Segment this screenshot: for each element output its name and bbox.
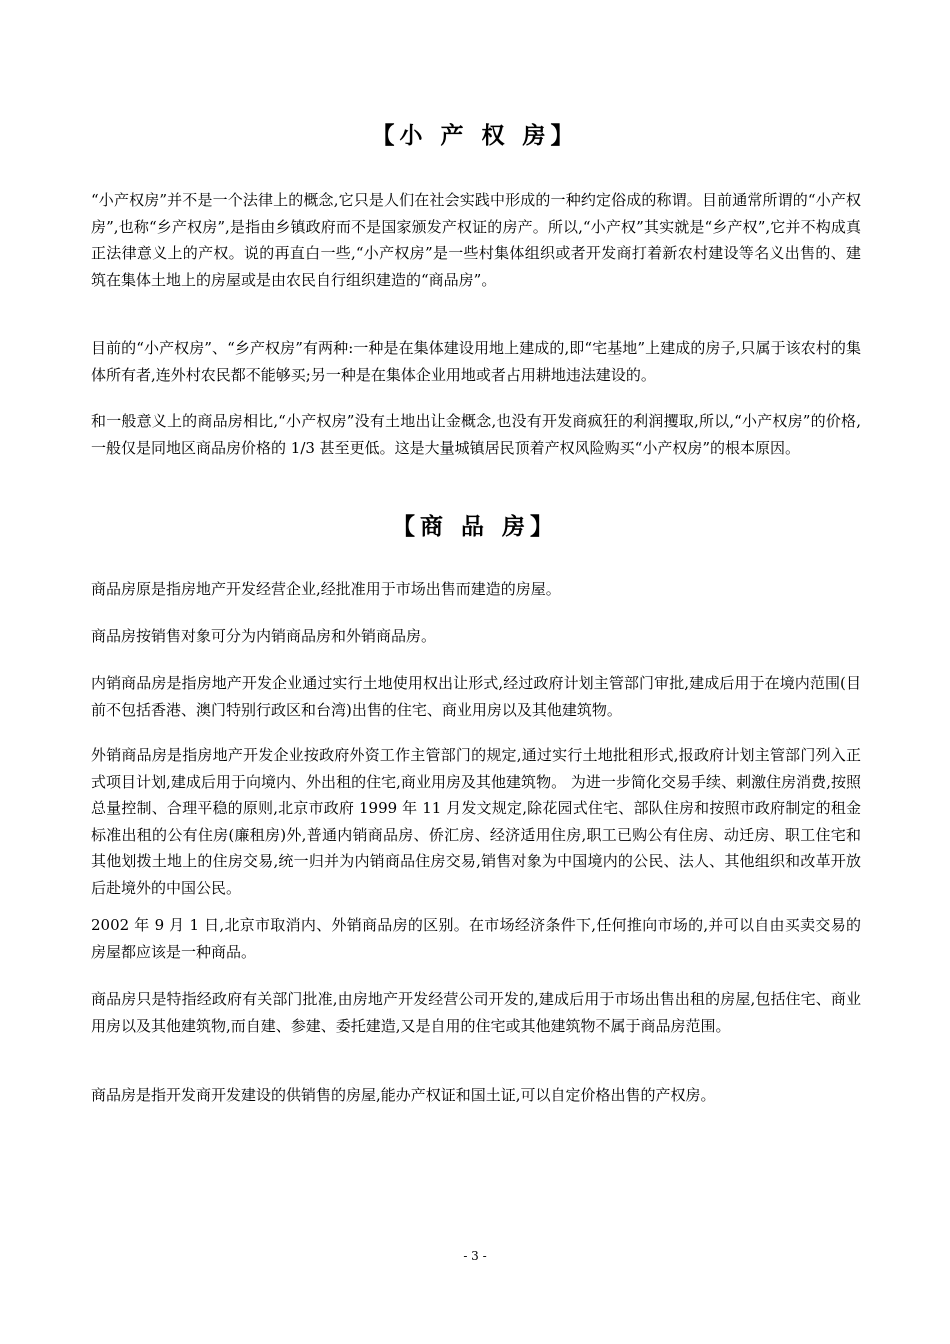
paragraph-small-property-definition: “小产权房”并不是一个法律上的概念,它只是人们在社会实践中形成的一种约定俗成的称谓。目前通常所谓的“小产权房”,也称“乡产权房”,是指由乡镇政府而不是国家颁发产权证的房产。所以,“小产权”其实就是“乡产权”,它并不构成真正法律意义上的产权。说的再直白一些,“小产权房”是一些村集体组织或者开发商打着新农村建设等名义出售的、建筑在集体土地上的房屋或是由农民自行组织建造的“商品房”。 <box>91 191 861 289</box>
section-title-commodity-house: 【商 品 房】 <box>391 514 558 540</box>
section-title-small-property-house: 【小 产 权 房】 <box>371 123 579 149</box>
paragraph-domestic-commodity: 内销商品房是指房地产开发企业通过实行土地使用权出让形式,经过政府计划主管部门审批,建成后用于在境内范围(目前不包括香港、澳门特别行政区和台湾)出售的住宅、商业用房以及其他建筑物。 <box>91 674 861 719</box>
paragraph-small-property-price: 和一般意义上的商品房相比,“小产权房”没有土地出让金概念,也没有开发商疯狂的利润攫取,所以,“小产权房”的价格,一般仅是同地区商品房价格的 1/3 甚至更低。这是大量城镇居民顶着产权风险购买“小产权房”的根本原因。 <box>91 412 861 457</box>
paragraph-commodity-summary: 商品房是指开发商开发建设的供销售的房屋,能办产权证和国土证,可以自定价格出售的产权房。 <box>91 1086 716 1104</box>
paragraph-commodity-scope: 商品房只是特指经政府有关部门批准,由房地产开发经营公司开发的,建成后用于市场出售出租的房屋,包括住宅、商业用房以及其他建筑物,而自建、参建、委托建造,又是自用的住宅或其他建筑物不属于商品房范围。 <box>91 990 861 1035</box>
paragraph-export-commodity: 外销商品房是指房地产开发企业按政府外资工作主管部门的规定,通过实行土地批租形式,报政府计划主管部门列入正式项目计划,建成后用于向境内、外出租的住宅,商业用房及其他建筑物。 为进一步简化交易手续、刺激住房消费,按照总量控制、合理平稳的原则,北京市政府 1999 年 11 月发文规定,除花园式住宅、部队住房和按照市政府制定的租金标准出租的公有住房(廉租房)外,普通内销商品房、侨汇房、经济适用住房,职工已购公有住房、动迁房、职工住宅和其他划拨土地上的住房交易,统一归并为内销商品住房交易,销售对象为中国境内的公民、法人、其他组织和改革开放后赴境外的中国公民。 <box>91 746 861 897</box>
page-number: - 3 - <box>463 1249 487 1263</box>
paragraph-commodity-definition: 商品房原是指房地产开发经营企业,经批准用于市场出售而建造的房屋。 <box>91 580 561 598</box>
paragraph-commodity-classification: 商品房按销售对象可分为内销商品房和外销商品房。 <box>91 627 437 645</box>
paragraph-small-property-types: 目前的“小产权房”、“乡产权房”有两种:一种是在集体建设用地上建成的,即“宅基地”上建成的房子,只属于该农村的集体所有者,连外村农民都不能够买;另一种是在集体企业用地或者占用耕地违法建设的。 <box>91 339 861 384</box>
paragraph-2002-change: 2002 年 9 月 1 日,北京市取消内、外销商品房的区别。在市场经济条件下,任何推向市场的,并可以自由买卖交易的房屋都应该是一种商品。 <box>91 916 861 961</box>
